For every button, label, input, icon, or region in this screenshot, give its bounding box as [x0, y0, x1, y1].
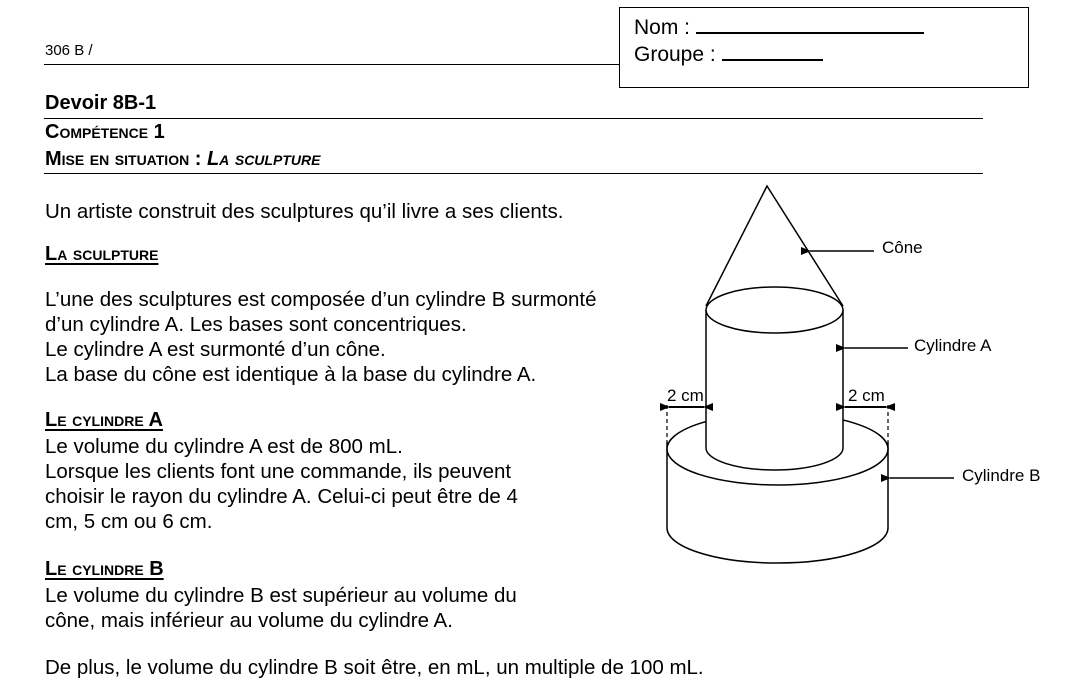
- intro-text: Un artiste construit des sculptures qu’il livre a ses clients.: [45, 200, 564, 223]
- closing-text: De plus, le volume du cylindre B soit être, en mL, un multiple de 100 mL.: [45, 656, 704, 679]
- text-line: L’une des sculptures est composée d’un cylindre B surmonté: [45, 288, 597, 311]
- text-line: cm, 5 cm ou 6 cm.: [45, 510, 213, 533]
- text-line: d’un cylindre A. Les bases sont concentriques.: [45, 313, 467, 336]
- assignment-title: Devoir 8B-1: [45, 92, 157, 114]
- cylinder-b-label: Cylindre B: [962, 466, 1041, 485]
- mise-title: La sculpture: [206, 148, 321, 170]
- cone-label: Cône: [882, 238, 923, 257]
- text-line: cône, mais inférieur au volume du cylindre A.: [45, 609, 453, 632]
- cylinder-a-top: [706, 287, 843, 333]
- text-line: Le cylindre A est surmonté d’un cône.: [45, 338, 386, 361]
- section-heading-sculpture: La sculpture: [45, 243, 159, 265]
- name-label: Nom :: [634, 16, 691, 39]
- cylinder-a-body: [706, 310, 843, 470]
- text-line: Le volume du cylindre B est supérieur au volume du: [45, 584, 517, 607]
- course-code: 306 B /: [45, 42, 93, 59]
- competence-heading: Compétence 1: [45, 121, 165, 143]
- text-line: La base du cône est identique à la base du cylindre A.: [45, 363, 537, 386]
- cylinder-a-label: Cylindre A: [914, 336, 992, 355]
- mise-label: Mise en situation :: [45, 148, 202, 170]
- dim-label-left: 2 cm: [667, 386, 704, 405]
- dim-label-right: 2 cm: [848, 386, 885, 405]
- section-heading-cylindre-a: Le cylindre A: [45, 409, 163, 431]
- text-line: Lorsque les clients font une commande, ils peuvent: [45, 460, 512, 483]
- section-heading-cylindre-b: Le cylindre B: [45, 558, 164, 580]
- group-label: Groupe :: [634, 43, 716, 66]
- text-line: choisir le rayon du cylindre A. Celui-ci peut être de 4: [45, 485, 518, 508]
- text-line: Le volume du cylindre A est de 800 mL.: [45, 435, 403, 458]
